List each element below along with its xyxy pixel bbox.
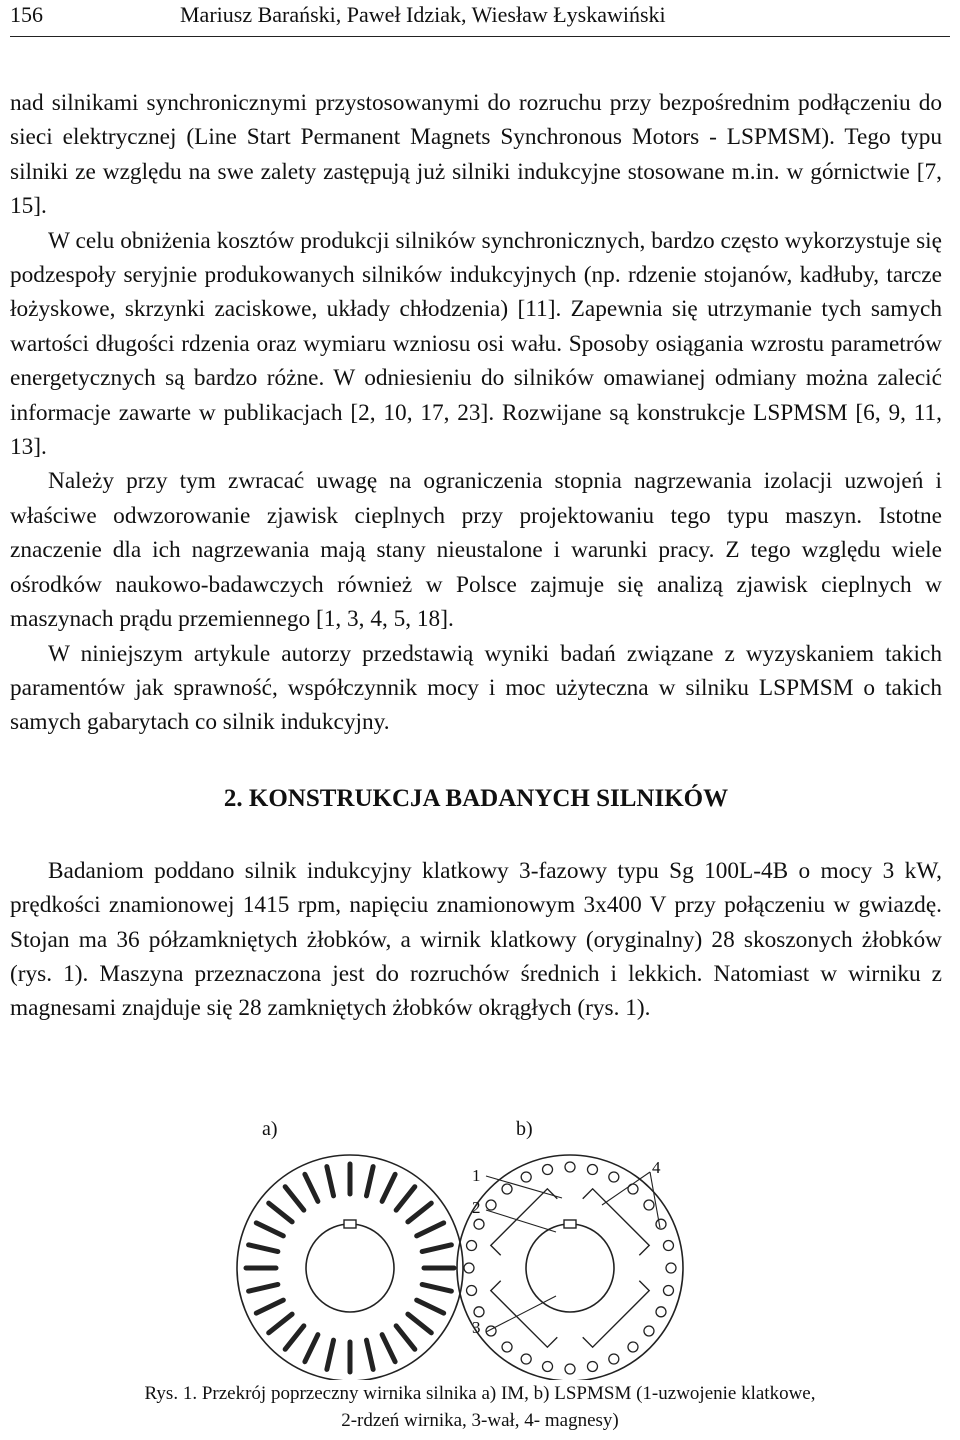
rotor-slot xyxy=(422,1245,451,1252)
rotor-slot xyxy=(663,1241,673,1251)
rotor-slot xyxy=(502,1342,512,1352)
rotor-slot xyxy=(587,1361,597,1371)
rotor-slot xyxy=(269,1314,292,1333)
rotor-slot xyxy=(464,1263,474,1273)
caption-line: Rys. 1. Przekrój poprzeczny wirnika silnika a) IM, b) LSPMSM (1-uzwojenie klatkowe, xyxy=(144,1383,816,1404)
rotor-slot xyxy=(474,1219,484,1229)
rotor-lspmsm-drawing xyxy=(457,1155,683,1380)
paragraph: W niniejszym artykule autorzy przedstawią wyniki badań związane z wyzyskaniem takich paramentów jak sprawność, współczynnik mocy i moc użyteczna w silniku LSPMSM o takich samych gabarytach co silnik indukcyjny. xyxy=(10,640,942,736)
rotor-slot xyxy=(587,1165,597,1175)
rotor-slot xyxy=(663,1285,673,1295)
callout-2: 2 xyxy=(472,1198,481,1217)
rotor-slot xyxy=(408,1203,431,1222)
rotor-slot xyxy=(628,1342,638,1352)
callout-4: 4 xyxy=(652,1158,661,1177)
rotor-slot xyxy=(305,1335,318,1362)
rotor-slot xyxy=(609,1354,619,1364)
running-header-authors: Mariusz Barański, Paweł Idziak, Wiesław Łyskawiński xyxy=(180,2,666,27)
rotor-slot xyxy=(382,1335,395,1362)
rotor-slot xyxy=(269,1203,292,1222)
rotor-cross-sections xyxy=(0,1110,960,1380)
rotor-slot xyxy=(366,1167,373,1196)
rotor-slot xyxy=(285,1187,304,1210)
rotor-slot xyxy=(256,1300,283,1313)
rotor-slot xyxy=(521,1354,531,1364)
rotor-slot xyxy=(666,1263,676,1273)
rotor-slot xyxy=(249,1284,278,1291)
rotor-slot xyxy=(422,1284,451,1291)
rotor-slot xyxy=(366,1340,373,1369)
rotor-slot xyxy=(327,1340,334,1369)
rotor-slot xyxy=(521,1172,531,1182)
magnet xyxy=(583,1189,649,1255)
section-heading: 2. KONSTRUKCJA BADANYCH SILNIKÓW xyxy=(223,784,729,812)
rotor-slot xyxy=(656,1219,666,1229)
rotor-slot xyxy=(502,1184,512,1194)
paragraph: W celu obniżenia kosztów produkcji silników synchronicznych, bardzo często wykorzystuje się podzespoły seryjnie produkowanych silników indukcyjnych (np. rdzenie stojanów, kadłuby, tarcze łożyskowe, skrzynki zaciskowe, układy chłodzenia) [11]. Zapewnia się utrzymanie tych samych wartości długości rdzenia oraz wymiaru wzniosu osi wału. Sposoby osiągania wzrostu parametrów energetycznych są bardzo różne. W odniesieniu do silników omawianej odmiany można zalecić informacje zawarte w publikacjach [2, 10, 17, 23]. Rozwijane są konstrukcje LSPMSM [6, 9, 11, 13]. xyxy=(10,227,942,461)
rotor-slot xyxy=(256,1223,283,1236)
magnet xyxy=(583,1281,649,1347)
rotor-slot xyxy=(543,1361,553,1371)
rotor-slot xyxy=(565,1162,575,1172)
rotor-slot xyxy=(396,1326,415,1349)
callout-1: 1 xyxy=(472,1166,481,1185)
rotor-slot xyxy=(467,1285,477,1295)
rotor-im-drawing xyxy=(237,1155,463,1380)
article-body xyxy=(10,86,942,1026)
paragraph: Badaniom poddano silnik indukcyjny klatkowy 3-fazowy typu Sg 100L-4B o mocy 3 kW, prędkości znamionowej 1415 rpm, napięciu znamionowym 3x400 V przy połączeniu w gwiazdę. Stojan ma 36 półzamkniętych żłobków, a wirnik klatkowy (oryginalny) 28 skoszonych żłobków (rys. 1). Maszyna przeznaczona jest do rozruchów średnich i lekkich. Natomiast w wirniku z magnesami znajduje się 28 zamkniętych żłobków okrągłych (rys. 1). xyxy=(10,857,942,1022)
rotor-slot xyxy=(327,1167,334,1196)
rotor-slot xyxy=(417,1223,444,1236)
rotor-slot xyxy=(249,1245,278,1252)
figure-caption xyxy=(0,1380,960,1434)
rotor-slot xyxy=(565,1364,575,1374)
rotor-slot xyxy=(396,1187,415,1210)
paragraph: Należy przy tym zwracać uwagę na ograniczenia stopnia nagrzewania izolacji uzwojeń i właściwe odwzorowanie zjawisk cieplnych przy projektowaniu tego typu maszyn. Istotne znaczenie dla ich nagrzewania mają stany nieustalone i warunki pracy. Z tego względu wiele ośrodków naukowo-badawczych również w Polsce zajmuje się analizą zjawisk cieplnych w maszynach prądu przemiennego [1, 3, 4, 5, 18]. xyxy=(10,468,942,633)
rotor-slot xyxy=(543,1165,553,1175)
rotor-slot xyxy=(474,1307,484,1317)
rotor-slot xyxy=(644,1200,654,1210)
rotor-slot xyxy=(285,1326,304,1349)
rotor-slot xyxy=(609,1172,619,1182)
figure-label-b: b) xyxy=(516,1118,533,1140)
rotor-slot xyxy=(486,1200,496,1210)
rotor-slot xyxy=(408,1314,431,1333)
magnet xyxy=(491,1281,557,1347)
rotor-slot xyxy=(305,1174,318,1201)
rotor-slot xyxy=(382,1174,395,1201)
running-header xyxy=(10,0,950,37)
callout-3: 3 xyxy=(472,1318,481,1337)
caption-line: 2-rdzeń wirnika, 3-wał, 4- magnesy) xyxy=(341,1410,619,1431)
rotor-slot xyxy=(644,1326,654,1336)
paragraph: nad silnikami synchronicznymi przystosowanymi do rozruchu przy bezpośrednim podłączeniu do sieci elektrycznej (Line Start Permanent Magnets Synchronous Motors - LSPMSM). Tego typu silniki ze względu na swe zalety zastępują już silniki indukcyjne stosowane m.in. w górnictwie [7, 15]. xyxy=(10,90,942,220)
rotor-slot xyxy=(656,1307,666,1317)
figure-label-a: a) xyxy=(262,1118,278,1140)
rotor-slot xyxy=(417,1300,444,1313)
rotor-slot xyxy=(467,1241,477,1251)
page-number: 156 xyxy=(10,2,43,27)
